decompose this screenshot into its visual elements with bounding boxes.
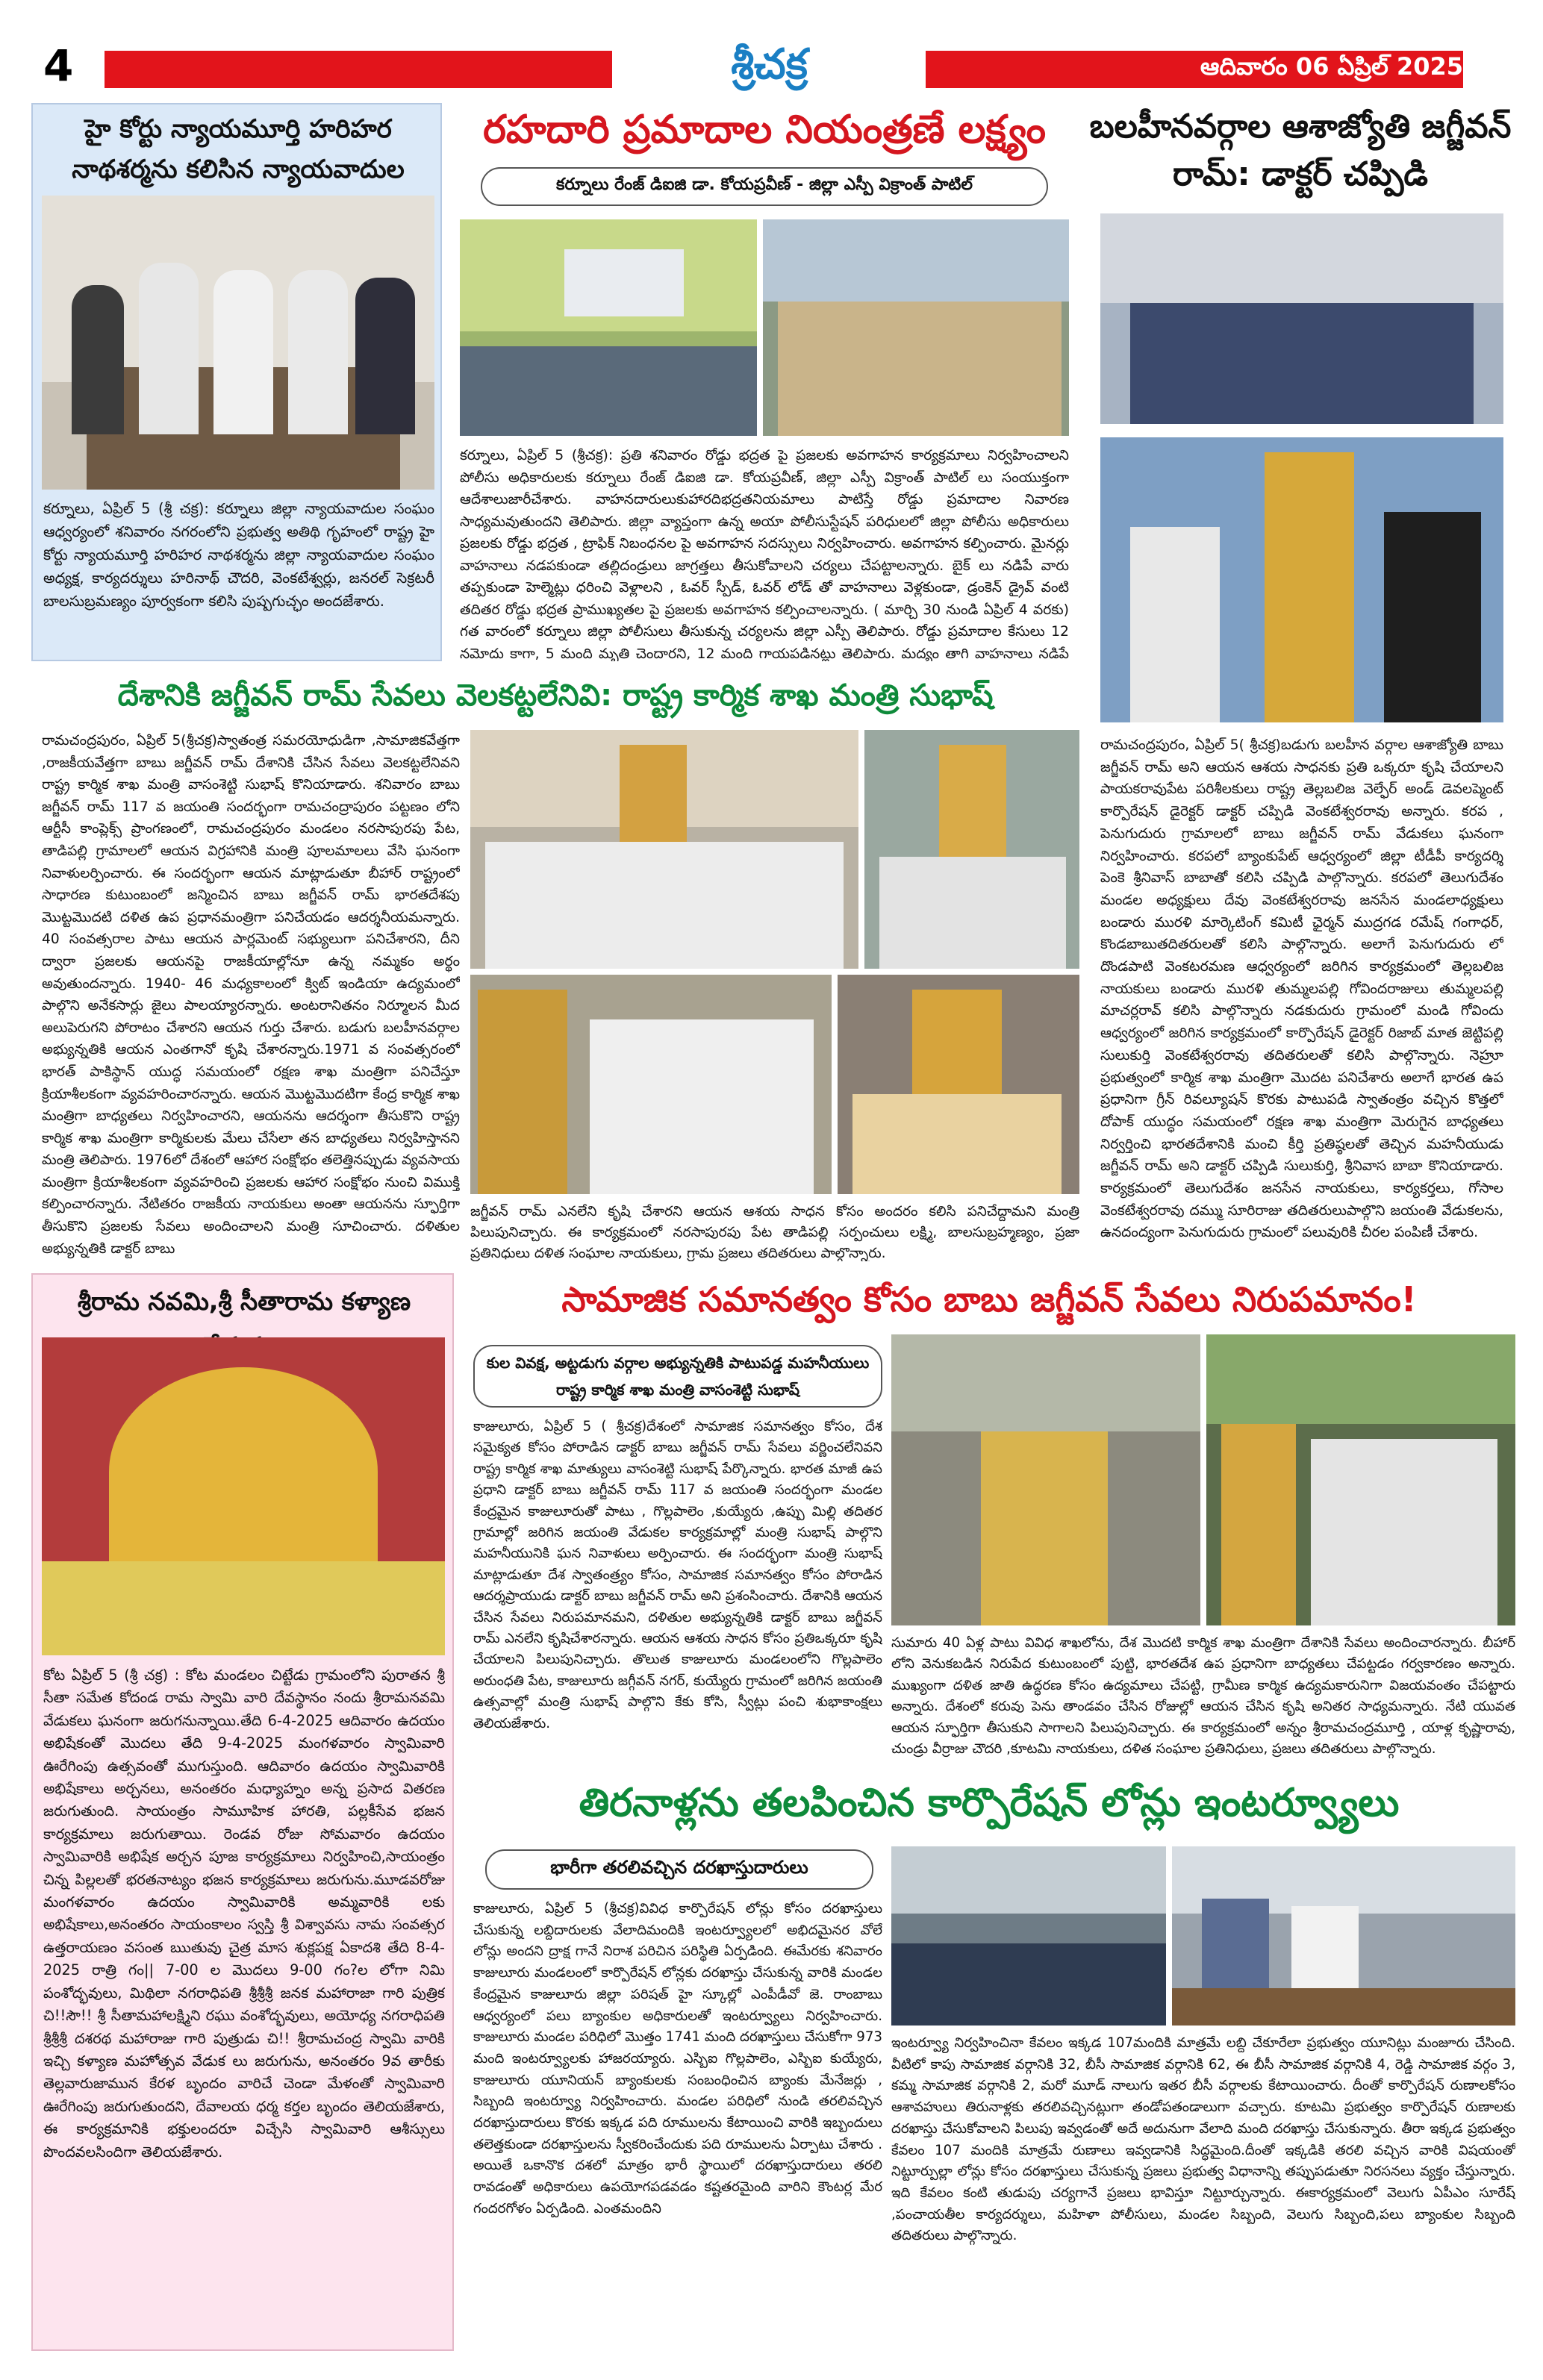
header-bar-left [105, 51, 612, 88]
masthead-logo [618, 40, 920, 96]
minister-story [31, 672, 1079, 1261]
interviews-photo-2 [1172, 1846, 1515, 2026]
interviews-photo-1 [891, 1846, 1166, 2026]
equality-subhead: కుల వివక్ష, అట్టడుగు వర్గాల అభ్యున్నతికి పాటుపడ్డ మహనీయులు రాష్ట్ర కార్మిక శాఖ మంత్రి వాసంశెట్టి సుభాష్ [473, 1345, 882, 1408]
minister-photo-1 [470, 730, 858, 969]
minister-headline: దేశానికి జగ్జీవన్ రామ్ సేవలు వెలకట్టలేనివి: రాష్ట్ర కార్మిక శాఖ మంత్రి సుభాష్ [117, 678, 994, 713]
page-number: 4 [43, 40, 74, 91]
jagjivan-light-story [1087, 103, 1514, 1267]
minister-photo-2 [864, 730, 1079, 969]
jagjivan-light-headline: బలహీనవర్గాల ఆశాజ్యోతి జగ్జీవన్ రామ్: డాక్టర్ చప్పిడి [1089, 107, 1512, 193]
ramanavami-deity-photo [42, 1337, 445, 1655]
court-story-box [31, 103, 442, 661]
interviews-headline: తిరనాళ్లను తలపించిన కార్పొరేషన్ లోన్లు ఇంటర్వ్యూలు [579, 1781, 1400, 1825]
court-body: కర్నూలు, ఏప్రిల్ 5 (శ్రీ చక్ర): కర్నూలు జిల్లా న్యాయవాదుల సంఘం ఆధ్వర్యంలో శనివారం నగరంలోని ప్రభుత్వ అతిథి గృహంలో రాష్ట్ర హై కోర్టు న్యాయమూర్తి హరిహర నాథశర్మను జిల్లా న్యాయవాదుల సంఘం అధ్యక్ష, కార్యదర్శులు హరినాథ్ చౌదరి, వెంకటేశ్వర్లు, జనరల్ సెక్రటరీ బాలసుబ్రమణ్యం పూర్వకంగా కలిసి పుష్పగుచ్ఛం అందజేశారు. [43, 500, 434, 610]
minister-photo-4 [838, 975, 1079, 1194]
road-body: కర్నూలు, ఏప్రిల్ 5 (శ్రీచక్ర): ప్రతి శనివారం రోడ్డు భద్రత పై ప్రజలకు అవగాహన కార్యక్రమాలు నిర్వహించాలని పోలీసు అధికారులకు కర్నూలు రేంజ్ డిఐజి డా. కోయప్రవీణ్, జిల్లా ఎస్పీ విక్రాంత్ పాటిల్ లు సంయుక్తంగా ఆదేశాలుజారీచేశారు. వాహనదారులుకుహారదిభద్రతనియమాలు పాటిస్తే రోడ్డు ప్రమాదాల నివారణ సాధ్యమవుతుందని తెలిపారు. జిల్లా వ్యాప్తంగా ఉన్న అయా పోలీసుస్టేషన్ పరిధులలో జిల్లా పోలీసు అధికారులు ప్రజలకు రోడ్డు భద్రత , ట్రాఫిక్ నిబంధనల పై అవగాహన సదస్సులు నిర్వహించారు. అవగాహన కల్పించారు. మైనర్లు వాహనాలు నడపకుండా తల్లిదండ్రులు జాగ్రత్తలు తీసుకోవాలని చర్యలు చేపట్టాలన్నారు. బైక్ లు నడిపే వారు తప్పకుండా హెల్మెట్లు ధరించి వెళ్లాలని , ఓవర్ స్పీడ్, ఓవర్ లోడ్ తో వాహనాలు వెళ్లకుండా, డ్రంకెన్ డ్రైవ్ వంటి తదితర రోడ్డు భద్రత ప్రాముఖ్యతల పై ప్రజలకు అవగాహన కల్పించాలన్నారు. ( మార్చి 30 నుండి ఏప్రిల్ 4 వరకు) గత వారంలో కర్నూలు జిల్లా పోలీసులు తీసుకున్న చర్యలను జిల్లా ఎస్పీ తెలిపారు. రోడ్డు ప్రమాదాల కేసులు 12 నమోదు కాగా, 5 మంది మృతి చెందారని, 12 మంది గాయపడినట్లు తెలిపారు. మద్యం తాగి వాహనాలు నడిపే [460, 448, 1069, 661]
equality-body: కాజులూరు, ఏప్రిల్ 5 ( శ్రీచక్ర)దేశంలో సామాజిక సమానత్వం కోసం, దేశ సమైక్యత కోసం పోరాడిన డాక్టర్ బాబు జగ్జీవన్ రామ్ సేవలు వర్ణించలేనివని రాష్ట్ర కార్మిక శాఖ మాత్యులు వాసంశెట్టి సుభాష్ పేర్కొన్నారు. భారత మాజీ ఉప ప్రధాని డాక్టర్ బాబు జగ్జీవన్ రామ్ 117 వ జయంతి సందర్భంగా మండల కేంద్రమైన కాజులూరుతో పాటు , గొల్లపాలెం ,కుయ్యేరు ,ఉప్పు మిల్లి తదితర గ్రామాల్లో జరిగిన జయంతి వేడుకల కార్యక్రమాల్లో మంత్రి సుభాష్ పాల్గొని మహనీయునికి ఘన నివాళులు అర్పించారు. ఈ సందర్భంగా మంత్రి సుభాష్ మాట్లాడుతూ దేశ స్వాతంత్ర్యం కోసం, సామాజిక సమానత్వం కోసం పోరాడిన ఆదర్శప్రాయుడు డాక్టర్ బాబు జగ్జీవన్ రామ్ అని ప్రశంసించారు. దేశానికి ఆయన చేసిన సేవలు నిరుపమానమని, దళితుల అభ్యున్నతికి డాక్టర్ బాబు జగ్జీవన్ రామ్ ఎనలేని కృషిచేశారన్నారు. ఆయన ఆశయ సాధన కోసం ప్రతిఒక్కరూ కృషి చేయాలని పిలుపునిచ్చారు. తొలుత కాజులూరు మండలంలోని గొల్లపాలెం అరుంధతి పేట, కాజులూరు జగ్గీవన్ నగర్, కుయ్యేరు గ్రామంలో జరిగిన జయంతి ఉత్సవాల్లో మంత్రి సుభాష్ పాల్గొని కేకు కోసి, స్వీట్లు పంచి శుభాకాంక్షలు తెలియజేశారు. [473, 1419, 882, 1731]
ramanavami-story-box [31, 1273, 454, 2351]
road-photo-officers [763, 219, 1069, 436]
equality-photo-1 [891, 1334, 1200, 1625]
interviews-body-2: ఇంటర్వ్యూ నిర్వహించినా కేవలం ఇక్కడ 107మందికి మాత్రమే లబ్ది చేకూరేలా ప్రభుత్వం యూనిట్లు మంజూరు చేసింది. వీటిలో కాపు సామాజిక వర్గానికి 32, బీసీ సామాజిక వర్గానికి 62, ఈ బీసీ సామాజిక వర్గానికి 4, రెడ్డి సామాజిక వర్గం 3, కమ్మ సామాజిక వర్గానికి 2, మరో మూడ్ నాలుగు ఇతర బీసీ వర్గాలకు కేటాయించారు. దీంతో కార్పొరేషన్ రుణాలకోసం ఆశావహులు తిరునాళ్లకు తరలివచ్చినట్లుగా తండోపతండాలుగా వచ్చారు. కూటమి ప్రభుత్వం కార్పొరేషన్ రుణాలకు దరఖాస్తు చేసుకోవాలని పిలుపు ఇవ్వడంతో అదే అదునుగా వేలాది మంది దరఖాస్తు చేసుకున్నారు. తీరా ఇక్కడ ప్రభుత్వం కేవలం 107 మందికి మాత్రమే రుణాలు ఇవ్వడానికి సిద్ధమైంది.దీంతో ఇక్కడికి తరలి వచ్చిన వారికి విషయంతో నిట్టూర్పుల్లా లోన్లు కోసం దరఖాస్తులు చేసుకున్న ప్రజలు ప్రభుత్వ విధానాన్ని తప్పుపడుతూ నిరసనలు వ్యక్తం చేస్తున్నారు. ఇది కేవలం కంటి తుడుపు చర్యగానే ప్రజలు భావిస్తూ నిట్టూర్చున్నారు. ఈకార్యక్రమంలో వెలుగు ఏపీఎం సూరేష్ ,పంచాయతీల కార్యదర్శులు, మహిళా పోలీసులు, మండల సిబ్బంది, వెలుగు సిబ్బంది,పలు బ్యాంకుల సిబ్బంది తదితరులు పాల్గొన్నారు. [891, 2035, 1515, 2244]
court-headline: హై కోర్టు న్యాయమూర్తి హరిహర నాథశర్మను కలిసిన న్యాయవాదుల [72, 114, 405, 184]
equality-photo-2 [1206, 1334, 1515, 1625]
interviews-subhead: భారీగా తరలివచ్చిన దరఖాస్తుదారులు [485, 1849, 873, 1890]
equality-headline: సామాజిక సమానత్వం కోసం బాబు జగ్జీవన్ సేవలు నిరుపమానం! [561, 1279, 1417, 1319]
road-headline: రహదారి ప్రమాదాల నియంత్రణే లక్ష్యం [483, 107, 1046, 152]
jagjivan-light-body: రామచంద్రపురం, ఏప్రిల్ 5( శ్రీచక్ర)బడుగు బలహీన వర్గాల ఆశాజ్యోతి బాబు జగ్జీవన్ రామ్ అని ఆయన ఆశయ సాధనకు ప్రతి ఒక్కరూ కృషి చేయాలని పాయకరావుపేట పరిశీలకులు రాష్ట్ర తెల్లబలిజ వెల్ఫేర్ అండ్ డెవలప్మెంట్ కార్పొరేషన్ డైరెక్టర్ డాక్టర్ చప్పిడి వెంకటేశ్వరరావు అన్నారు. కరప , పెనుగుదురు గ్రామాలలో బాబు జగ్జీవన్ రామ్ వేడుకలు ఘనంగా నిర్వహించారు. కరపలో బ్యాంకుపేట్ ఆధ్వర్యంలో జిల్లా టీడీపీ కార్యదర్శి పెంకె శ్రీనివాస్ బాబాతో కలిసి చప్పిడి పాల్గొన్నారు. కరపలో తెలుగుదేశం మండల అధ్యక్షులు దేవు వెంకటేశ్వరరావు జనసేన మండలాధ్యక్షులు బండారు మురళి మార్కెటింగ్ కమిటీ ఛైర్మన్ ముద్రగడ రమేష్ గంగాధర్, కొండబాబుతదితరులతో కలిసి పాల్గొన్నారు. అలాగే పెనుగుదురు లో దొండపాటి వెంకటరమణ ఆధ్వర్యంలో జరిగిన కార్యక్రమంలో తెల్లబలిజ నాయకులు బండారు మురళి తుమ్మలపల్లి గోవిందరాజులు తుమ్మలపల్లి మాచర్లరావ్ కలిసి పాల్గొన్నారు నడకుదురు గ్రామంలో మండి గోవిందు ఆధ్వర్యంలో జరిగిన కార్యక్రమంలో కార్పొరేషన్ డైరెక్టర్ రిజాబ్ మాత జెట్టిపల్లి సులుకుర్తి వెంకటేశ్వరరావు తదితరులతో కలిసి పాల్గొన్నారు. నెహ్రూ ప్రభుత్వంలో కార్మిక శాఖ మంత్రిగా మొదట పనిచేశారు అలాగే భారత ఉప ప్రధానిగా గ్రీన్ రివల్యూషన్ కొరకు పాటుపడి స్వాతంత్రం వచ్చిన కొత్తలో దోపాక్ యుద్ధం సమయంలో రక్షణ శాఖ మంత్రిగా మెరుగైన బాధ్యతలు నిర్వర్తించి భారతదేశానికి మంచి కీర్తి ప్రతిష్ఠలతో తెచ్చిన మహనీయుడు జగ్జీవన్ రామ్ అని డాక్టర్ చప్పిడి సులుకుర్తి, శ్రీనివాస బాబా కొనియాడారు. కార్యక్రమంలో తెలుగుదేశం జనసేన నాయకులు, కార్యకర్తలు, గోసాల వెంకటేశ్వరరావు దమ్ము సూరిరాజు తదితరులుపాల్గొని జయంతి వేడుకలను, ఉనదంద్యంగా పెనుగుదురు గ్రామంలో పలువురికి చీరల పంపిణీ చేశారు. [1100, 737, 1503, 1241]
equality-caption: సుమారు 40 ఏళ్ల పాటు వివిధ శాఖలోను, దేశ మొదటి కార్మిక శాఖ మంత్రిగా దేశానికి సేవలు అందించారన్నారు. బీహార్ లోని వెనుకబడిన నిరుపేద కుటుంబంలో పుట్టి, భారతదేశ ఉప ప్రధానిగా బాధ్యతలు చేపట్టడం గర్వకారణం అన్నారు. ముఖ్యంగా దళిత జాతి ఉద్ధరణ కోసం ఉద్యమాలు చేపట్టి, గ్రామీణ కార్మిక ఉద్యమకారునిగా విజయవంతం చేపట్టారు అన్నారు. దేశంలో కరువు పెను తాండవం చేసిన రోజుల్లో ఆయన చేసిన కృషి అనితర సాధ్యమన్నారు. నేటి యువత ఆయన స్ఫూర్తిగా తీసుకుని సాగాలని పిలుపునిచ్చారు. ఈ కార్యక్రమంలో అన్నం శ్రీరామచంద్రమూర్తి , యాళ్ల కృష్ణారావు, చుండ్రు వీర్రాజు చౌదరి ,కూటమి నాయకులు, దళిత సంఘాల ప్రతినిధులు, ప్రజలు తదితరులు పాల్గొన్నారు. [891, 1635, 1515, 1758]
court-photo [42, 196, 434, 490]
jagjivan-light-photo-2 [1100, 437, 1503, 722]
jagjivan-light-photo-1 [1100, 213, 1503, 424]
equality-story [463, 1273, 1515, 1766]
interviews-story [463, 1775, 1515, 2349]
logo-text: శ్రీచక్ర [731, 40, 808, 89]
road-story [451, 103, 1078, 661]
road-subhead: కర్నూలు రేంజ్ డిఐజి డా. కోయప్రవీణ్ - జిల్లా ఎస్పీ విక్రాంత్ పాటిల్ [481, 167, 1048, 206]
minister-photo-3 [470, 975, 832, 1194]
ramanavami-body: కోట ఏప్రిల్ 5 (శ్రీ చక్ర) : కోట మండలం చిట్టేడు గ్రామంలోని పురాతన శ్రీ సీతా సమేత కోదండ రామ స్వామి వారి దేవస్థానం నందు శ్రీరామనవమి వేడుకలు ఘనంగా జరుగనున్నాయి.తేది 6-4-2025 ఆదివారం ఉదయం అభిషేకంతో మొదలు తేది 9-4-2025 మంగళవారం స్వామివారి ఊరేగింపు ఉత్సవంతో ముగుస్తుంది. ఆదివారం ఉదయం స్వామివారికి అభిషేకాలు అర్చనలు, అనంతరం మధ్యాహ్నం అన్న ప్రసాద వితరణ జరుగుతుంది. సాయంత్రం సామూహిక హారతి, పల్లకీసేవ భజన కార్యక్రమాలు జరుగుతాయి. రెండవ రోజు సోమవారం ఉదయం స్వామివారికి అభిషేక అర్చన పూజ కార్యక్రమాలు నిర్వహించి,సాయంత్రం చిన్న పిల్లలతో భరతనాట్యం భజన కార్యక్రమాలు జరుగును.మూడవరోజు మంగళవారం ఉదయం స్వామివారికి అమ్మవారికి లకు అభిషేకాలు,అనంతరం సాయంకాలం స్వస్తి శ్రీ విశ్వావసు నామ సంవత్సర ఉత్తరాయణం వసంత ఋతువు చైత్ర మాస శుక్లపక్ష ఏకాదశి తేది 8-4-2025 రాత్రి గం|| 7-00 ల మొదలు 9-00 గం?ల లోగా నిమి పంశోద్భవులు, మిథిలా నగరాధిపతి శ్రీశ్రీశ్రీ జనక మహారాజా గారి పుత్రిక చి!!సౌ!! శ్రీ సీతామహాలక్ష్మిని రఘు వంశోద్భవులు, అయోధ్య నగరాధిపతి శ్రీశ్రీశ్రీ దశరథ మహారాజు గారి పుత్రుడు చి!! శ్రీరామచంద్ర స్వామి వారికి ఇచ్చి కళ్యాణ మహోత్సవ వేడుక లు జరుగును, అనంతరం 9వ తారీకు తెల్లవారుజామున కేరళ బృందం వారిచే చెండా మేళంతో స్వామివారి ఊరేగింపు జరుగుతుందని, దేవాలయ ధర్మ కర్తల బృందం తెలియజేశారు, ఈ కార్యక్రమానికి భక్తులందరూ విచ్చేసి స్వామివారి ఆశీస్సులు పొందవలసిందిగా తెలియజేశారు. [43, 1667, 445, 2161]
minister-body: రామచంద్రపురం, ఏప్రిల్ 5(శ్రీచక్ర)స్వాతంత్ర సమరయోధుడిగా ,సామాజికవేత్తగా ,రాజకీయవేత్తగా బాబు జగ్జీవన్ రామ్ దేశానికి చేసిన సేవలు వెలకట్టలేనివని రాష్ట్ర కార్మిక శాఖ మంత్రి వాసంశెట్టి సుభాష్ కొనియాడారు. శనివారం బాబు జగ్జీవన్ రామ్ 117 వ జయంతి సందర్భంగా రామచంద్రాపురం పట్టణం లోని ఆర్టీసీ కాంప్లెక్స్ ప్రాంగణంలో, రామచంద్రపురం మండలం నరసాపురపు పేట, తాడిపల్లి గ్రామాలలో ఆయన విగ్రహానికి మంత్రి పూలమాలలు వేసి ఘనంగా నివాళులర్పించారు. ఈ సందర్భంగా ఆయన మాట్లాడుతూ బీహార్ రాష్ట్రంలో సాధారణ కుటుంబంలో జన్మించిన బాబు జగ్జీవన్ రామ్ భారతదేశపు మొట్టమొదటి దళిత ఉప ప్రధానమంత్రిగా పనిచేయడం ఆదర్శనీయమన్నారు. 40 సంవత్సరాల పాటు ఆయన పార్లమెంట్ సభ్యులుగా పనిచేశారని, దీని ద్వారా ప్రజలకు ఆయనపై రాజకీయాల్లోనూ ఉన్న నమ్మకం అర్థం అవుతుందన్నారు. 1940- 46 మధ్యకాలంలో క్విట్ ఇండియా ఉద్యమంలో పాల్గొని అనేకసార్లు జైలు పాలయ్యారన్నారు. అంటరానితనం నిర్మూలన మీద అలుపెరుగని పోరాటం చేశారని ఆయన గుర్తు చేశారు. బడుగు బలహీనవర్గాల అభ్యున్నతికి ఆయన ఎంతగానో కృషి చేశారన్నారు.1971 వ సంవత్సరంలో భారత్ పాకిస్థాన్ యుద్ధ సమయంలో రక్షణ శాఖ మంత్రిగా పనిచేస్తూ క్రియాశీలకంగా వ్యవహరించారన్నారు. ఆయన మొట్టమొదటిగా కేంద్ర కార్మిక శాఖ మంత్రిగా బాధ్యతలు నిర్వహించారని, ఆయనను ఆదర్శంగా తీసుకొని రాష్ట్ర కార్మిక శాఖ మంత్రిగా కార్మికులకు మేలు చేసేలా తన బాధ్యతలు నిర్వహిస్తానని మంత్రి తెలిపారు. 1976లో దేశంలో ఆహార సంక్షోభం తలెత్తినప్పుడు వ్యవసాయ మంత్రిగా క్రియాశీలకంగా వ్యవహరించి ప్రజలకు ఆహార సంక్షోభం నుంచి విముక్తి కల్పించారన్నారు. నేటితరం రాజకీయ నాయకులు అంతా ఆయనను స్ఫూర్తిగా తీసుకొని ప్రజలకు సేవలు అందించాలని మంత్రి సూచించారు. దళితుల అభ్యున్నతికి డాక్టర్ బాబు [42, 733, 460, 1257]
road-photo-classroom [460, 219, 757, 436]
issue-date: ఆదివారం 06 ఏప్రిల్ 2025 [1200, 52, 1463, 81]
minister-caption: జగ్జీవన్ రామ్ ఎనలేని కృషి చేశారని ఆయన ఆశయ సాధన కోసం అందరం కలిసి పనిచేద్దామని మంత్రి పిలుపునిచ్చారు. ఈ కార్యక్రమంలో నరసాపురపు పేట తాడిపల్లి సర్పంచులు లక్ష్మి, బాలసుబ్రహ్మణ్యం, ప్రజా ప్రతినిధులు దళిత సంఘాల నాయకులు, గ్రామ ప్రజలు తదితరులు పాల్గొన్నారు. [470, 1204, 1079, 1261]
interviews-body: కాజులూరు, ఏప్రిల్ 5 (శ్రీచక్ర)వివిధ కార్పొరేషన్ లోన్లు కోసం దరఖాస్తులు చేసుకున్న లబ్దిదారులకు వేలాదిమందికి ఇంటర్వ్యూలలో అభిదమైనర వోలే లోన్లు అందని ద్రాక్ష గానే నిరాశ పరిచిన పరిస్థితి ఏర్పడింది. ఈమేరకు శనివారం కాజులూరు మండలంలో కార్పొరేషన్ లోన్లకు దరఖాస్తు చేసుకున్న వారికి మండల కేంద్రమైన కాజులూరు జిల్లా పరిషత్ హై స్కూల్లో ఎంపీడీవో జె. రాంబాబు ఆధ్వర్యంలో పలు బ్యాంకుల అధికారులతో ఇంటర్వ్యూలు నిర్వహించారు. కాజులూరు మండల పరిధిలో మొత్తం 1741 మంది దరఖాస్తులు చేసుకోగా 973 మంది ఇంటర్వ్యూలకు హాజరయ్యారు. ఎస్బిఐ గొల్లపాలెం, ఎస్బిఐ కుయ్యేరు, కాజులూరు యూనియన్ బ్యాంకులకు సంబంధించిన బ్యాంకు మేనేజర్లు , సిబ్బంది ఇంటర్వ్యూ నిర్వహించారు. మండల పరిధిలో నుండి తరలివచ్చిన దరఖాస్తుదారులు కొరకు ఇక్కడ పది రూములను కేటాయించి వారికి ఇబ్బందులు తలెత్తకుండా దరఖాస్తులను స్వీకరించేందుకు పది రూములను ఏర్పాటు చేశారు . అయితే ఒకానొక దశలో మాత్రం భారీ స్థాయిలో దరఖాస్తుదారులు తరలి రావడంతో అధికారులు ఉపయోగపడవడం కష్టతరమైంది వారిని కౌంటర్ల మేర గందరగోళం ఏర్పడింది. ఎంతమందిని [473, 1901, 882, 2217]
ramanavami-headline: శ్రీరామ నవమి,శ్రీ సీతారామ కళ్యాణ [77, 1287, 411, 1316]
